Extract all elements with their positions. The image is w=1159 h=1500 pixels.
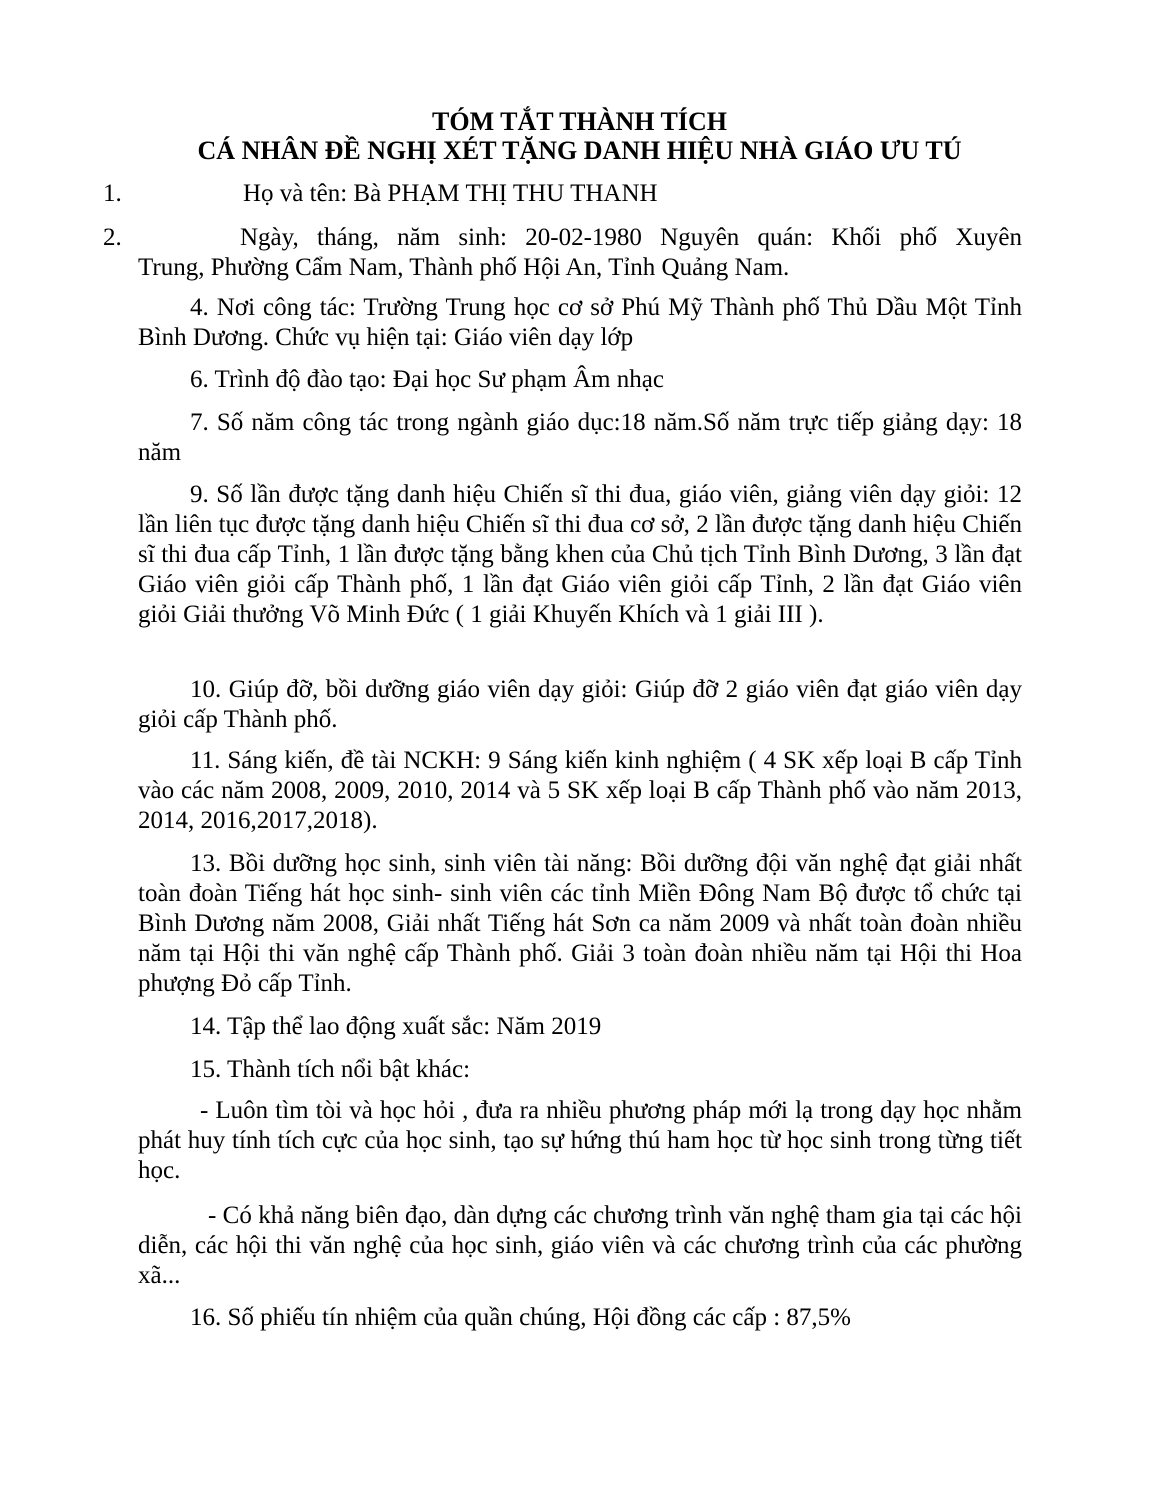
document-subtitle: CÁ NHÂN ĐỀ NGHỊ XÉT TẶNG DANH HIỆU NHÀ GIÁO ƯU TÚ (197, 136, 962, 165)
item13-students: 13. Bồi dưỡng học sinh, sinh viên tài năng: Bồi dưỡng đội văn nghệ đạt giải nhất toàn đoàn Tiếng hát học sinh- sinh viên các tỉnh Miền Đông Nam Bộ được tổ chức tại Bình Dương năm 2008, Giải nhất Tiếng hát Sơn ca năm 2009 và nhất toàn đoàn nhiều năm tại Hội thi văn nghệ cấp Thành phố. Giải 3 toàn đoàn nhiều năm tại Hội thi Hoa phượng Đỏ cấp Tỉnh. (138, 850, 1022, 997)
item15-heading: 15. Thành tích nổi bật khác: (190, 1056, 471, 1083)
item14-collective: 14. Tập thể lao động xuất sắc: Năm 2019 (190, 1013, 602, 1040)
item10-mentoring: 10. Giúp đỡ, bồi dưỡng giáo viên dạy giỏi: Giúp đỡ 2 giáo viên đạt giáo viên dạy giỏi cấp Thành phố. (138, 676, 1022, 733)
document-title: TÓM TẮT THÀNH TÍCH (432, 107, 727, 136)
item1-number: 1. (103, 180, 122, 207)
item6-education: 6. Trình độ đào tạo: Đại học Sư phạm Âm nhạc (190, 366, 664, 393)
item15-bullet-2: - Có khả năng biên đạo, dàn dựng các chương trình văn nghệ tham gia tại các hội diễn, các hội thi văn nghệ của học sinh, giáo viên và các chương trình của các phường xã... (138, 1202, 1022, 1289)
item16-votes: 16. Số phiếu tín nhiệm của quần chúng, Hội đồng các cấp : 87,5% (190, 1304, 851, 1331)
item2-hometown: Trung, Phường Cẩm Nam, Thành phố Hội An, Tỉnh Quảng Nam. (138, 254, 790, 281)
item11-research: 11. Sáng kiến, đề tài NCKH: 9 Sáng kiến kinh nghiệm ( 4 SK xếp loại B cấp Tỉnh vào các năm 2008, 2009, 2010, 2014 và 5 SK xếp loại B cấp Thành phố vào năm 2013, 2014, 2016,2017,2018). (138, 747, 1022, 834)
item15-bullet-1: - Luôn tìm tòi và học hỏi , đưa ra nhiều phương pháp mới lạ trong dạy học nhằm phát huy tính tích cực của học sinh, tạo sự hứng thú ham học từ học sinh trong từng tiết học. (138, 1097, 1022, 1184)
item2-birth: Ngày, tháng, năm sinh: 20-02-1980 Nguyên quán: Khối phố Xuyên (240, 224, 1022, 251)
item9-awards: 9. Số lần được tặng danh hiệu Chiến sĩ thi đua, giáo viên, giảng viên dạy giỏi: 12 lần liên tục được tặng danh hiệu Chiến sĩ thi đua cơ sở, 2 lần được tặng danh hiệu Chiến sĩ thi đua cấp Tỉnh, 1 lần được tặng bằng khen của Chủ tịch Tỉnh Bình Dương, 3 lần đạt Giáo viên giỏi cấp Thành phố, 1 lần đạt Giáo viên giỏi cấp Tỉnh, 2 lần đạt Giáo viên giỏi Giải thưởng Võ Minh Đức ( 1 giải Khuyến Khích và 1 giải III ). (138, 481, 1022, 628)
item1-name: Họ và tên: Bà PHẠM THỊ THU THANH (243, 180, 658, 207)
item2-number: 2. (103, 224, 122, 251)
item7-years: 7. Số năm công tác trong ngành giáo dục:18 năm.Số năm trực tiếp giảng dạy: 18 năm (138, 409, 1022, 466)
item4-workplace: 4. Nơi công tác: Trường Trung học cơ sở Phú Mỹ Thành phố Thủ Dầu Một Tỉnh Bình Dương. Chức vụ hiện tại: Giáo viên dạy lớp (138, 294, 1022, 351)
